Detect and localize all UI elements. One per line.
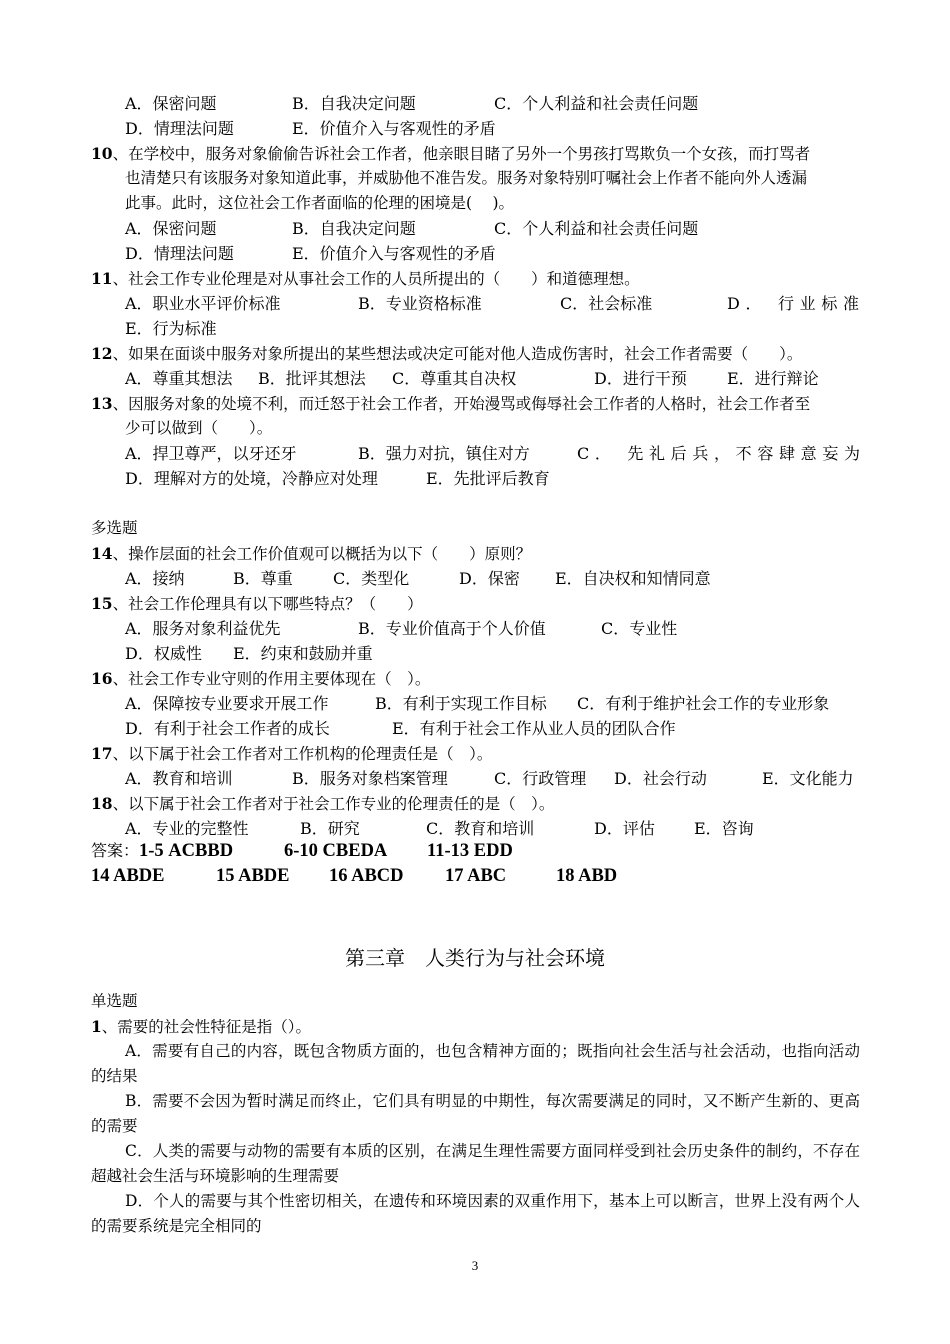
q15-option-c: C．专业性 <box>601 619 678 638</box>
q18-option-b: B．研究 <box>300 819 360 838</box>
question-15 <box>91 591 423 617</box>
ch3-q1-option-d: D．个人的需要与其个性密切相关，在遗传和环境因素的双重作用下，基本上可以断言，世界上没有两个人的需要系统是完全相同的 <box>91 1192 860 1235</box>
q16-option-d: D．有利于社会工作者的成长 <box>125 719 330 738</box>
q15-option-b: B．专业价值高于个人价值 <box>358 619 546 638</box>
ch3-question-1 <box>91 1014 311 1040</box>
question-number: 10 <box>91 144 113 163</box>
q11-option-c: C．社会标准 <box>560 294 653 313</box>
question-text: 、以下属于社会工作者对于社会工作专业的伦理责任的是（ ）。 <box>112 795 555 813</box>
q10-option-d: D．情理法问题 <box>125 244 234 263</box>
question-number: 12 <box>91 344 113 363</box>
q15-option-e: E．约束和鼓励并重 <box>233 644 373 663</box>
q16-option-c: C．有利于维护社会工作的专业形象 <box>577 694 830 713</box>
question-text: 、因服务对象的处境不利，而迁怒于社会工作者，开始漫骂或侮辱社会工作者的人格时，社会工作者至 <box>112 395 811 413</box>
question-text: 、社会工作专业伦理是对从事社会工作的人员所提出的（ ）和道德理想。 <box>112 270 640 288</box>
q18-option-d: D．评估 <box>594 819 655 838</box>
q17-option-d: D．社会行动 <box>614 769 707 788</box>
q10-option-c: C．个人利益和社会责任问题 <box>494 219 699 238</box>
q12-option-a: A．尊重其想法 <box>125 369 233 388</box>
q18-option-e: E．咨询 <box>694 819 754 838</box>
q11-option-a: A．职业水平评价标准 <box>125 294 281 313</box>
q16-option-e: E．有利于社会工作从业人员的团队合作 <box>392 719 676 738</box>
q13-option-d: D．理解对方的处境，冷静应对处理 <box>125 469 378 488</box>
q14-option-b: B．尊重 <box>233 569 293 588</box>
question-number: 14 <box>91 544 113 563</box>
q13-option-e: E．先批评后教育 <box>426 469 550 488</box>
question-18 <box>91 791 554 817</box>
q11-option-e: E．行为标准 <box>125 319 217 338</box>
q13-option-b: B．强力对抗，镇住对方 <box>358 444 530 463</box>
question-number: 15 <box>91 594 113 613</box>
q10-option-b: B．自我决定问题 <box>292 219 416 238</box>
q12-option-c: C．尊重其自决权 <box>392 369 517 388</box>
q15-option-a: A．服务对象利益优先 <box>125 619 281 638</box>
question-number: 18 <box>91 794 113 813</box>
q9-option-c: C．个人利益和社会责任问题 <box>494 94 699 113</box>
q14-option-c: C．类型化 <box>333 569 410 588</box>
page-number: 3 <box>471 1258 479 1273</box>
q10-option-e: E．价值介入与客观性的矛盾 <box>292 244 496 263</box>
section-heading-single: 单选题 <box>91 992 138 1010</box>
question-number: 1 <box>91 1017 102 1036</box>
question-14 <box>91 541 531 567</box>
q12-option-b: B．批评其想法 <box>258 369 366 388</box>
q16-option-a: A．保障按专业要求开展工作 <box>125 694 329 713</box>
question-12 <box>91 341 802 367</box>
question-13-line-2: 少可以做到（ ）。 <box>125 419 273 437</box>
q10-option-a: A．保密问题 <box>125 219 217 238</box>
answer-15: 15 ABDE <box>216 866 290 886</box>
question-text: 、如果在面谈中服务对象所提出的某些想法或决定可能对他人造成伤害时，社会工作者需要（ ）。 <box>112 345 803 363</box>
question-text: 、在学校中，服务对象偷偷告诉社会工作者，他亲眼目睹了另外一个男孩打骂欺负一个女孩，而打骂者 <box>112 145 811 163</box>
question-13 <box>91 391 810 417</box>
q11-option-b: B．专业资格标准 <box>358 294 482 313</box>
q13-option-c: C． 先礼后兵，不容肆意妄为 <box>577 444 860 463</box>
question-10-line-2: 也清楚只有该服务对象知道此事，并威胁他不准告发。服务对象特别叮嘱社会上作者不能向外人透漏 <box>125 169 808 187</box>
q15-option-d: D．权威性 <box>125 644 202 663</box>
answer-17: 17 ABC <box>445 866 507 886</box>
question-number: 11 <box>91 269 113 288</box>
answer-key-label: 答案： <box>91 841 140 860</box>
section-heading-multi: 多选题 <box>91 519 138 537</box>
q12-option-e: E．进行辩论 <box>727 369 819 388</box>
q17-option-c: C．行政管理 <box>494 769 587 788</box>
question-number: 16 <box>91 669 113 688</box>
question-number: 17 <box>91 744 113 763</box>
q17-option-b: B．服务对象档案管理 <box>292 769 448 788</box>
ch3-q1-option-c: C．人类的需要与动物的需要有本质的区别，在满足生理性需要方面同样受到社会历史条件的制约，不存在超越社会生活与环境影响的生理需要 <box>91 1142 860 1185</box>
answer-key-line-1 <box>91 838 233 864</box>
answer-11-13: 11-13 EDD <box>427 841 513 861</box>
ch3-q1-option-b: B．需要不会因为暂时满足而终止，它们具有明显的中期性，每次需要满足的同时，又不断产生新的、更高的需要 <box>91 1092 860 1135</box>
q13-option-a: A．捍卫尊严，以牙还牙 <box>125 444 297 463</box>
question-text: 、以下属于社会工作者对工作机构的伦理责任是（ ）。 <box>112 745 493 763</box>
q18-option-a: A．专业的完整性 <box>125 819 249 838</box>
q14-option-a: A．接纳 <box>125 569 185 588</box>
q9-option-b: B．自我决定问题 <box>292 94 416 113</box>
question-number: 13 <box>91 394 113 413</box>
q11-option-d: D． 行业标准 <box>727 294 859 313</box>
question-17 <box>91 741 492 767</box>
q16-option-b: B．有利于实现工作目标 <box>375 694 547 713</box>
q9-option-e: E．价值介入与客观性的矛盾 <box>292 119 496 138</box>
chapter-title: 第三章 人类行为与社会环境 <box>345 946 605 970</box>
answer-1-5: 1-5 ACBBD <box>139 841 234 861</box>
question-10-line-3: 此事。此时，这位社会工作者面临的伦理的困境是( )。 <box>125 194 515 212</box>
q17-option-a: A．教育和培训 <box>125 769 233 788</box>
answer-14: 14 ABDE <box>91 866 165 886</box>
q17-option-e: E．文化能力 <box>762 769 854 788</box>
answer-6-10: 6-10 CBEDA <box>284 841 388 861</box>
q12-option-d: D．进行干预 <box>594 369 687 388</box>
question-text: 、社会工作专业守则的作用主要体现在（ ）。 <box>112 670 431 688</box>
answer-18: 18 ABD <box>556 866 618 886</box>
q9-option-a: A．保密问题 <box>125 94 217 113</box>
q9-option-d: D．情理法问题 <box>125 119 234 138</box>
question-text: 、社会工作伦理具有以下哪些特点？（ ） <box>112 595 423 613</box>
question-16 <box>91 666 430 692</box>
q18-option-c: C．教育和培训 <box>426 819 535 838</box>
q14-option-d: D．保密 <box>459 569 520 588</box>
question-11 <box>91 266 640 292</box>
question-10 <box>91 141 810 167</box>
q14-option-e: E．自决权和知情同意 <box>555 569 711 588</box>
question-text: 、操作层面的社会工作价值观可以概括为以下（ ）原则？ <box>112 545 532 563</box>
ch3-q1-option-a: A．需要有自己的内容，既包含物质方面的，也包含精神方面的；既指向社会生活与社会活动，也指向活动的结果 <box>91 1042 860 1085</box>
question-text: 、需要的社会性特征是指（）。 <box>101 1018 312 1036</box>
answer-16: 16 ABCD <box>329 866 404 886</box>
